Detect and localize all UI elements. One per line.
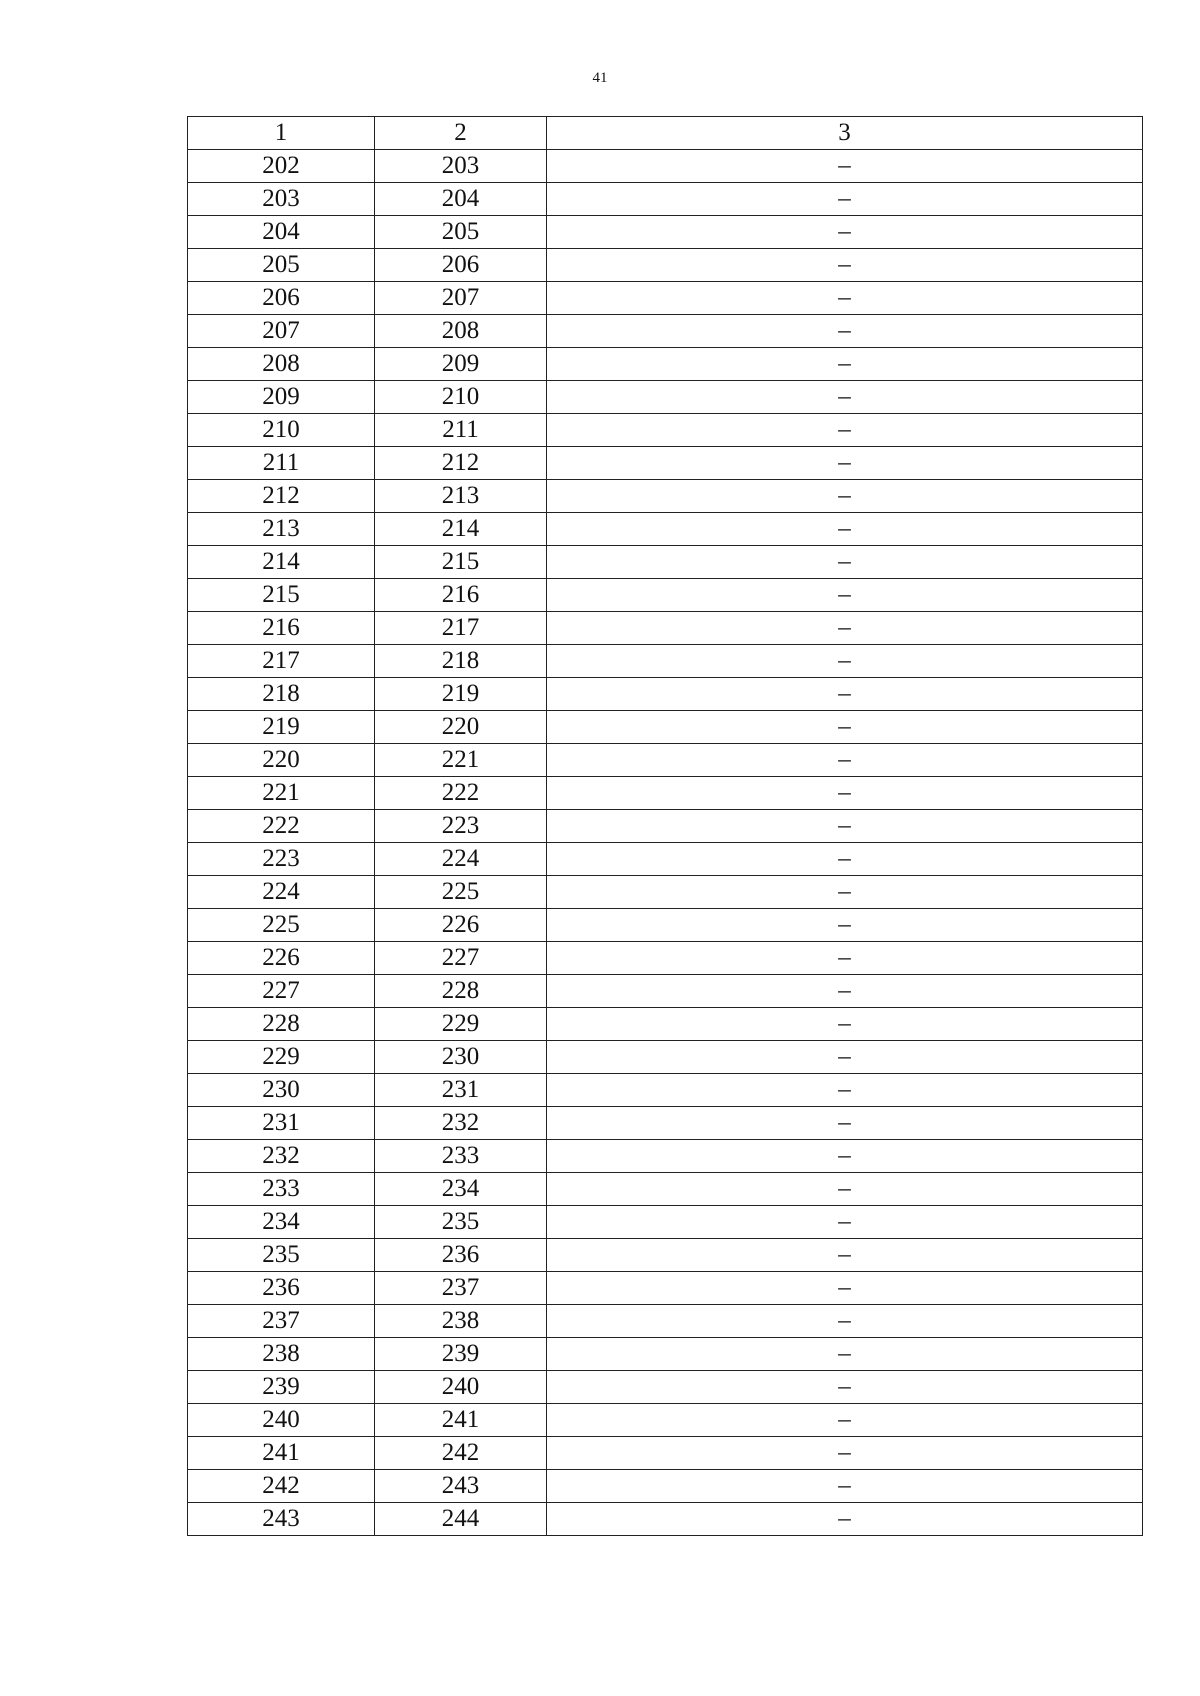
table-row: [188, 975, 1143, 1008]
table-cell-col-1: 209: [188, 381, 375, 414]
table-cell-col-2: 238: [375, 1305, 547, 1338]
table-row: [188, 909, 1143, 942]
table-cell-col-1: 210: [188, 414, 375, 447]
table-row: [188, 1041, 1143, 1074]
page-number: 41: [592, 70, 608, 86]
table-cell-col-1: 234: [188, 1206, 375, 1239]
table-header: [188, 117, 1143, 150]
table-cell-col-2: 232: [375, 1107, 547, 1140]
table-cell-col-1: 221: [188, 777, 375, 810]
table-row: [188, 414, 1143, 447]
table-row: [188, 1173, 1143, 1206]
table-cell-col-2: 244: [375, 1503, 547, 1536]
table-cell-col-2: 239: [375, 1338, 547, 1371]
table-cell-col-3: –: [547, 1140, 1143, 1173]
table-cell-col-1: 206: [188, 282, 375, 315]
table-cell-col-2: 227: [375, 942, 547, 975]
table-cell-col-2: 214: [375, 513, 547, 546]
table-cell-col-1: 214: [188, 546, 375, 579]
table-cell-col-3: –: [547, 1041, 1143, 1074]
table-cell-col-3: –: [547, 480, 1143, 513]
table-row: [188, 447, 1143, 480]
table-row: [188, 249, 1143, 282]
table-cell-col-2: 231: [375, 1074, 547, 1107]
table-cell-col-1: 240: [188, 1404, 375, 1437]
table-cell-col-1: 205: [188, 249, 375, 282]
table-cell-col-1: 219: [188, 711, 375, 744]
table-cell-col-1: 203: [188, 183, 375, 216]
table-cell-col-2: 236: [375, 1239, 547, 1272]
table-row: [188, 282, 1143, 315]
table-cell-col-2: 216: [375, 579, 547, 612]
table-row: [188, 1074, 1143, 1107]
table-cell-col-1: 212: [188, 480, 375, 513]
table-cell-col-1: 215: [188, 579, 375, 612]
column-header-2: 2: [375, 117, 547, 150]
table-cell-col-3: –: [547, 1107, 1143, 1140]
table-row: [188, 546, 1143, 579]
table-cell-col-3: –: [547, 249, 1143, 282]
table-row: [188, 1470, 1143, 1503]
table-row: [188, 381, 1143, 414]
table-cell-col-3: –: [547, 1272, 1143, 1305]
table-cell-col-3: –: [547, 348, 1143, 381]
table-cell-col-3: –: [547, 414, 1143, 447]
table-cell-col-3: –: [547, 678, 1143, 711]
table-row: [188, 513, 1143, 546]
table-cell-col-2: 217: [375, 612, 547, 645]
table-cell-col-2: 221: [375, 744, 547, 777]
table-cell-col-3: –: [547, 546, 1143, 579]
table-cell-col-1: 235: [188, 1239, 375, 1272]
table-cell-col-1: 227: [188, 975, 375, 1008]
table-cell-col-1: 216: [188, 612, 375, 645]
table-cell-col-3: –: [547, 282, 1143, 315]
table-cell-col-3: –: [547, 810, 1143, 843]
table-cell-col-2: 207: [375, 282, 547, 315]
table-cell-col-1: 236: [188, 1272, 375, 1305]
table-cell-col-1: 241: [188, 1437, 375, 1470]
table-row: [188, 1140, 1143, 1173]
table-cell-col-3: –: [547, 183, 1143, 216]
table-cell-col-1: 207: [188, 315, 375, 348]
table-row: [188, 216, 1143, 249]
table-cell-col-3: –: [547, 1008, 1143, 1041]
table-cell-col-1: 231: [188, 1107, 375, 1140]
table-cell-col-3: –: [547, 744, 1143, 777]
table-cell-col-1: 242: [188, 1470, 375, 1503]
table-row: [188, 1107, 1143, 1140]
table-cell-col-1: 208: [188, 348, 375, 381]
table-cell-col-2: 225: [375, 876, 547, 909]
table-row: [188, 150, 1143, 183]
table-cell-col-2: 233: [375, 1140, 547, 1173]
table-cell-col-2: 226: [375, 909, 547, 942]
table-cell-col-3: –: [547, 612, 1143, 645]
table-cell-col-3: –: [547, 843, 1143, 876]
table-cell-col-3: –: [547, 1338, 1143, 1371]
table-row: [188, 645, 1143, 678]
table-cell-col-3: –: [547, 1173, 1143, 1206]
table-row: [188, 1239, 1143, 1272]
table-cell-col-3: –: [547, 1437, 1143, 1470]
table-cell-col-2: 208: [375, 315, 547, 348]
table-cell-col-2: 209: [375, 348, 547, 381]
table-cell-col-2: 222: [375, 777, 547, 810]
table-cell-col-2: 203: [375, 150, 547, 183]
table-row: [188, 876, 1143, 909]
table-cell-col-1: 220: [188, 744, 375, 777]
table-cell-col-3: –: [547, 315, 1143, 348]
table-row: [188, 1503, 1143, 1536]
table-cell-col-2: 215: [375, 546, 547, 579]
table-cell-col-1: 243: [188, 1503, 375, 1536]
table-cell-col-2: 243: [375, 1470, 547, 1503]
table-cell-col-1: 226: [188, 942, 375, 975]
table-cell-col-3: –: [547, 513, 1143, 546]
table-row: [188, 1206, 1143, 1239]
table-cell-col-2: 204: [375, 183, 547, 216]
table-row: [188, 1338, 1143, 1371]
table-cell-col-3: –: [547, 381, 1143, 414]
table-cell-col-2: 242: [375, 1437, 547, 1470]
table-row: [188, 1437, 1143, 1470]
table-cell-col-3: –: [547, 150, 1143, 183]
table-cell-col-2: 230: [375, 1041, 547, 1074]
table-row: [188, 348, 1143, 381]
table-cell-col-2: 213: [375, 480, 547, 513]
table-row: [188, 579, 1143, 612]
table-cell-col-1: 211: [188, 447, 375, 480]
table-cell-col-2: 237: [375, 1272, 547, 1305]
table-row: [188, 678, 1143, 711]
table-cell-col-1: 213: [188, 513, 375, 546]
table-row: [188, 480, 1143, 513]
table-row: [188, 843, 1143, 876]
table-cell-col-3: –: [547, 645, 1143, 678]
column-header-3: 3: [547, 117, 1143, 150]
table-cell-col-3: –: [547, 1371, 1143, 1404]
table-cell-col-1: 238: [188, 1338, 375, 1371]
table-cell-col-1: 228: [188, 1008, 375, 1041]
table-cell-col-1: 237: [188, 1305, 375, 1338]
table-cell-col-2: 220: [375, 711, 547, 744]
table-cell-col-2: 205: [375, 216, 547, 249]
table-cell-col-3: –: [547, 975, 1143, 1008]
table-cell-col-2: 234: [375, 1173, 547, 1206]
table-row: [188, 1404, 1143, 1437]
table-cell-col-1: 222: [188, 810, 375, 843]
table-cell-col-2: 235: [375, 1206, 547, 1239]
table-cell-col-2: 206: [375, 249, 547, 282]
table-cell-col-3: –: [547, 1404, 1143, 1437]
table-row: [188, 942, 1143, 975]
table-cell-col-2: 218: [375, 645, 547, 678]
table-cell-col-1: 230: [188, 1074, 375, 1107]
table-cell-col-3: –: [547, 216, 1143, 249]
table-cell-col-2: 211: [375, 414, 547, 447]
table-cell-col-1: 204: [188, 216, 375, 249]
column-header-1: 1: [188, 117, 375, 150]
table-cell-col-3: –: [547, 711, 1143, 744]
table-row: [188, 744, 1143, 777]
table-cell-col-2: 229: [375, 1008, 547, 1041]
table-cell-col-2: 224: [375, 843, 547, 876]
table-cell-col-2: 212: [375, 447, 547, 480]
table-cell-col-3: –: [547, 942, 1143, 975]
table-cell-col-1: 217: [188, 645, 375, 678]
table-row: [188, 183, 1143, 216]
table-cell-col-2: 219: [375, 678, 547, 711]
table-cell-col-3: –: [547, 1470, 1143, 1503]
table-cell-col-3: –: [547, 1239, 1143, 1272]
table-cell-col-2: 240: [375, 1371, 547, 1404]
table-cell-col-3: –: [547, 777, 1143, 810]
table-cell-col-2: 210: [375, 381, 547, 414]
table-cell-col-1: 233: [188, 1173, 375, 1206]
table-row: [188, 1008, 1143, 1041]
table-cell-col-3: –: [547, 909, 1143, 942]
table-cell-col-2: 241: [375, 1404, 547, 1437]
table-cell-col-3: –: [547, 876, 1143, 909]
table-row: [188, 777, 1143, 810]
table-cell-col-1: 229: [188, 1041, 375, 1074]
table-row: [188, 810, 1143, 843]
table-row: [188, 315, 1143, 348]
table-cell-col-3: –: [547, 1305, 1143, 1338]
table-cell-col-2: 223: [375, 810, 547, 843]
table-cell-col-3: –: [547, 447, 1143, 480]
table-cell-col-3: –: [547, 579, 1143, 612]
header-row: [188, 117, 1143, 150]
table-cell-col-1: 232: [188, 1140, 375, 1173]
table-cell-col-3: –: [547, 1503, 1143, 1536]
table-cell-col-1: 239: [188, 1371, 375, 1404]
table-cell-col-1: 218: [188, 678, 375, 711]
data-table: [187, 116, 1143, 1536]
table-row: [188, 612, 1143, 645]
table-cell-col-1: 223: [188, 843, 375, 876]
table-cell-col-1: 202: [188, 150, 375, 183]
table-row: [188, 711, 1143, 744]
table-cell-col-1: 224: [188, 876, 375, 909]
table-cell-col-1: 225: [188, 909, 375, 942]
table-cell-col-3: –: [547, 1074, 1143, 1107]
table-body: [188, 150, 1143, 1536]
table-cell-col-3: –: [547, 1206, 1143, 1239]
table-cell-col-2: 228: [375, 975, 547, 1008]
table-row: [188, 1272, 1143, 1305]
table-row: [188, 1371, 1143, 1404]
table-row: [188, 1305, 1143, 1338]
